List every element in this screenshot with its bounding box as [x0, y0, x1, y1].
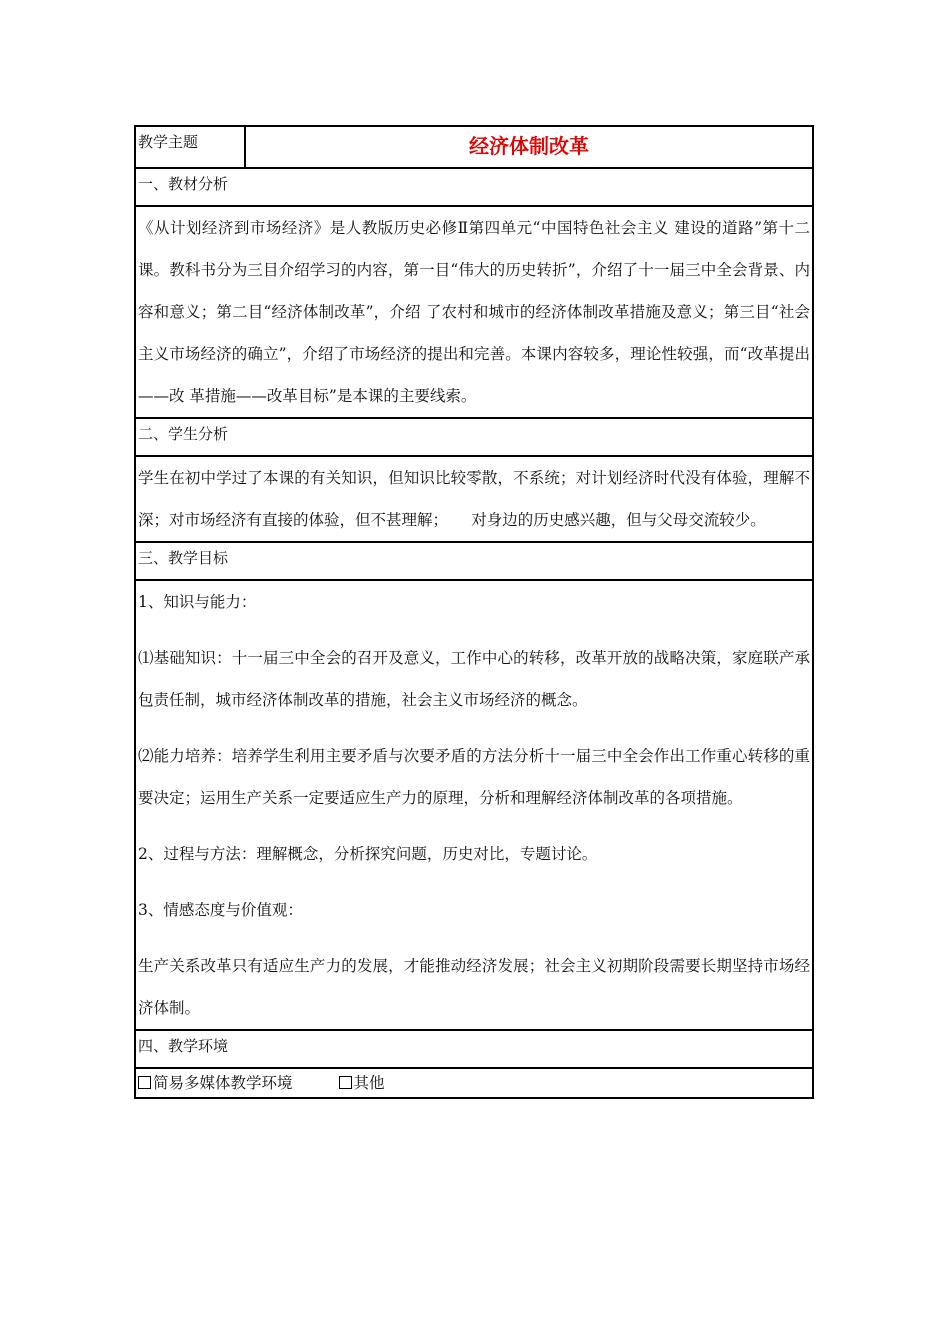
- lesson-title: 经济体制改革: [469, 134, 589, 158]
- student-analysis-heading: 二、学生分析: [136, 417, 812, 455]
- student-analysis-body: [136, 455, 812, 541]
- teaching-goals-body: [136, 579, 812, 1029]
- emotion-values-title: 3、情感态度与价值观：: [138, 901, 303, 919]
- multimedia-option[interactable]: [138, 1069, 293, 1097]
- topic-row: [136, 127, 812, 167]
- environment-heading: 四、教学环境: [136, 1029, 812, 1067]
- ability-training-text: ⑵能力培养：培养学生利用主要矛盾与次要矛盾的方法分析十一届三中全会作出工作重心转移的重要决定；运用生产关系一定要适应生产力的原理，分析和理解经济体制改革的各项措施。: [138, 747, 810, 807]
- environment-options: [136, 1067, 812, 1097]
- student-analysis-text: 学生在初中学过了本课的有关知识，但知识比较零散，不系统；对计划经济时代没有体验，理解不深；对市场经济有直接的体验，但不甚理解； 对身边的历史感兴趣，但与父母交流较少。: [138, 469, 810, 529]
- material-analysis-body: [136, 205, 812, 417]
- basic-knowledge-text: ⑴基础知识：十一届三中全会的召开及意义，工作中心的转移，改革开放的战略决策，家庭联产承包责任制，城市经济体制改革的措施，社会主义市场经济的概念。: [138, 649, 810, 709]
- checkbox-icon[interactable]: [138, 1076, 151, 1089]
- multimedia-option-label: 简易多媒体教学环境: [153, 1074, 293, 1092]
- process-method-text: 2、过程与方法：理解概念，分析探究问题，历史对比，专题讨论。: [138, 845, 598, 863]
- material-analysis-heading: 一、教材分析: [136, 167, 812, 205]
- checkbox-icon[interactable]: [339, 1076, 352, 1089]
- emotion-values-text: 生产关系改革只有适应生产力的发展，才能推动经济发展；社会主义初期阶段需要长期坚持市场经济体制。: [138, 957, 810, 1017]
- material-analysis-text: 《从计划经济到市场经济》是人教版历史必修Ⅱ第四单元“中国特色社会主义 建设的道路”第十二课。教科书分为三目介绍学习的内容，第一目“伟大的历史转折”，介绍了十一届三中全会背景、内容和意义；第二目“经济体制改革”，介绍 了农村和城市的经济体制改革措施及意义；第三目“社会主义市场经济的确立”，介绍了市场经济的提出和完善。本课内容较多，理论性较强，而“改革提出——改 革措施——改革目标”是本课的主要线索。: [138, 219, 810, 405]
- other-option[interactable]: [339, 1069, 385, 1097]
- knowledge-ability-title: 1、知识与能力：: [138, 593, 257, 611]
- teaching-goals-heading: 三、教学目标: [136, 541, 812, 579]
- lesson-plan-table: [134, 125, 814, 1099]
- topic-label: 教学主题: [136, 127, 246, 167]
- other-option-label: 其他: [353, 1074, 385, 1092]
